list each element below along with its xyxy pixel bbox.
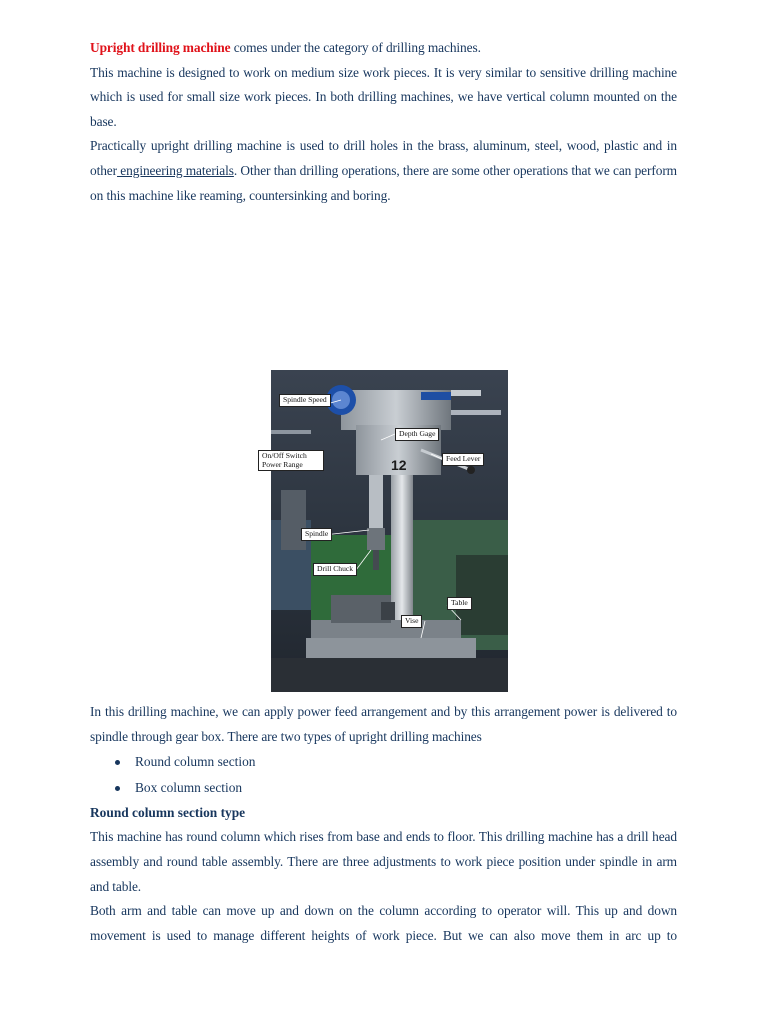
drilling-machine-photo <box>271 370 508 692</box>
label-spindle-speed: Spindle Speed <box>279 394 331 406</box>
types-list <box>90 749 677 800</box>
paragraph-3: In this drilling machine, we can apply power feed arrangement and by this arrangement power is delivered to spindle through gear box. There are two types of upright drilling machines <box>90 704 677 744</box>
list-item-label: Round column section <box>135 754 256 770</box>
highlighted-term: Upright drilling machine <box>90 40 231 55</box>
section-heading: Round column section type <box>90 805 246 821</box>
label-onoff-switch <box>258 450 324 471</box>
label-table: Table <box>447 597 472 609</box>
paragraph-2-after: . Other than drilling operations, there are some other operations that we can perform on this machine like reaming, countersinking and boring. <box>90 162 677 203</box>
paragraph-4: This machine has round column which rises from base and ends to floor. This drilling machine has a drill head assembly and round table assembly. There are three adjustments to work piece position under spindle in arm and table. <box>90 829 677 894</box>
intro-text: comes under the category of drilling machines. <box>230 40 481 55</box>
engineering-materials-link[interactable]: engineering materials <box>117 162 234 178</box>
label-power-range-line2: Power Range <box>262 459 303 469</box>
paragraph-5: Both arm and table can move up and down on the column according to operator will. This up and down movement is used to manage different heights of work piece. But we can also move them in arc up to <box>90 903 677 943</box>
bullet-icon <box>115 786 120 791</box>
label-feed-lever: Feed Lever <box>442 453 484 465</box>
paragraph-1: This machine is designed to work on medium size work pieces. It is very similar to sensitive drilling machine which is used for small size work pieces. In both drilling machines, we have vertical column mounted on the base. <box>90 64 677 129</box>
bullet-icon <box>115 760 120 765</box>
paragraph-2-before: Practically upright drilling machine is used to drill holes in the brass, aluminum, steel, wood, plastic and in other <box>90 138 677 178</box>
label-drill-chuck: Drill Chuck <box>313 563 357 575</box>
blank-space <box>90 208 677 370</box>
label-onoff-switch-line1: On/Off Switch <box>262 451 307 461</box>
list-item-label: Box column section <box>135 779 243 795</box>
document-page <box>90 36 677 948</box>
label-vise: Vise <box>401 615 422 627</box>
figure <box>90 370 677 700</box>
machine-number: 12 <box>391 457 407 474</box>
label-spindle: Spindle <box>301 528 332 540</box>
paragraph-2 <box>90 134 677 208</box>
list-item <box>90 775 677 801</box>
list-item <box>90 749 677 775</box>
intro-paragraph <box>90 36 677 61</box>
label-depth-gage: Depth Gage <box>395 428 439 440</box>
